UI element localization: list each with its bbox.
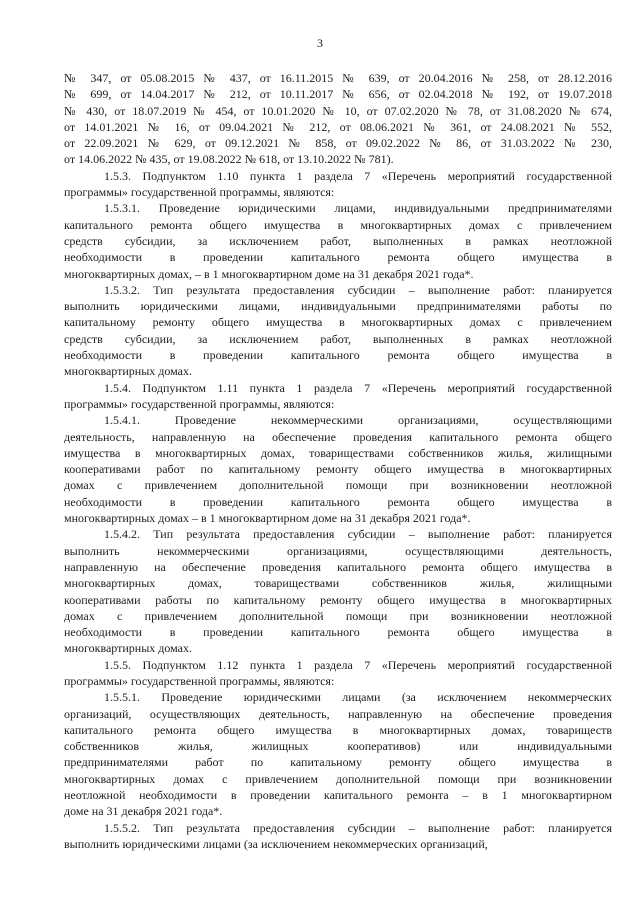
text-line: 1.5.4.2. Тип результата предоставления субсидии – выполнение работ: планируется [104,527,612,542]
text-line: многоквартирных домах, – в 1 многоквартирном доме на 31 декабря 2021 года*. [64,266,474,281]
text-line: многоквартирных домах – в 1 многоквартирном доме на 31 декабря 2021 года*. [64,511,471,526]
text-line: 1.5.3. Подпунктом 1.10 пункта 1 раздела 7 «Перечень мероприятий государственной [104,168,612,183]
text-line: многоквартирных домах с привлечением дополнительной помощи при возникновении [64,771,612,786]
text-line: необходимости в проведении капитального ремонта общего имущества в [64,625,612,640]
text-line: многоквартирных домах. [64,641,193,656]
text-line: выполнить юридическими лицами, индивидуальными предпринимателями работы по [64,299,612,314]
text-line: многоквартирных домах. [64,364,193,379]
text-line: многоквартирных домах, товариществами собственников жилья, жилищными [64,576,612,591]
text-line: капитального ремонта общего имущества в многоквартирных домах, товариществ [64,722,612,737]
paragraph [64,282,612,380]
text-line: 1.5.3.1. Проведение юридическими лицами, индивидуальными предпринимателями [104,201,612,216]
text-line: выполнить некоммерческими организациями, осуществляющими деятельность, [64,543,612,558]
paragraph [64,412,612,526]
text-line: средств субсидии, за исключением работ, выполненных в рамках неотложной [64,233,612,248]
paragraph [64,820,612,853]
text-line: 1.5.5. Подпунктом 1.12 пункта 1 раздела 7 «Перечень мероприятий государственной [104,657,612,672]
paragraph [64,380,612,413]
text-line: программы» государственной программы, являются: [64,185,335,200]
text-line: 1.5.5.1. Проведение юридическими лицами (за исключением некоммерческих [104,690,612,705]
text-line: деятельность, направленную на обеспечение проведения капитального ремонта общего [64,429,612,444]
text-line: кооперативами работ по капитальному ремонту общего имущества в многоквартирных [64,462,612,477]
text-line: капитального ремонта общего имущества в многоквартирных домах с привлечением [64,217,612,232]
page-number: 3 [317,36,323,50]
text-line: организаций, осуществляющих деятельность, направленную на обеспечение проведения [64,706,612,721]
text-line: необходимости в проведении капитального ремонта общего имущества в [64,494,612,509]
paragraph [64,526,612,656]
text-line: № 347, от 05.08.2015 № 437, от 16.11.2015 № 639, от 20.04.2016 № 258, от 28.12.2016 [64,71,612,85]
text-line: неотложной необходимости в проведении капитального ремонта – в 1 многоквартирном [64,788,612,803]
paragraph [64,70,612,168]
text-line: средств субсидии, за исключением работ, выполненных в рамках неотложной [64,331,612,346]
text-line: собственников жилья, жилищных кооперативов) или индивидуальными [64,739,612,754]
text-line: необходимости в проведении капитального ремонта общего имущества в [64,348,612,363]
paragraph [64,200,612,281]
text-line: от 14.01.2021 № 16, от 09.04.2021 № 212, от 08.06.2021 № 361, от 24.08.2021 № 552, [64,119,612,134]
text-line: 1.5.4.1. Проведение некоммерческими организациями, осуществляющими [104,413,612,428]
text-line: программы» государственной программы, являются: [64,396,335,411]
text-line: 1.5.3.2. Тип результата предоставления субсидии – выполнение работ: планируется [104,282,612,297]
text-line: № 430, от 18.07.2019 № 454, от 10.01.2020 № 10, от 07.02.2020 № 78, от 31.08.2020 № 674, [64,103,612,118]
text-line: направленную на обеспечение проведения капитального ремонта общего имущества в [64,559,612,574]
text-line: кооперативами работы по капитальному ремонту общего имущества в многоквартирных [64,592,612,607]
text-line: имущества в многоквартирных домах, товариществами собственников жилья, жилищными [64,445,612,460]
text-line: 1.5.4. Подпунктом 1.11 пункта 1 раздела 7 «Перечень мероприятий государственной [104,380,612,395]
text-line: предпринимателями работ по капитальному ремонту общего имущества в [64,755,612,770]
document-body [64,70,612,852]
text-line: № 699, от 14.04.2017 № 212, от 10.11.2017 № 656, от 02.04.2018 № 192, от 19.07.2018 [64,87,612,102]
text-line: выполнить юридическими лицами (за исключением некоммерческих организаций, [64,836,488,851]
paragraph [64,168,612,201]
text-line: от 14.06.2022 № 435, от 19.08.2022 № 618, от 13.10.2022 № 781). [64,152,394,167]
text-line: домах с привлечением дополнительной помощи при возникновении неотложной [64,478,612,493]
paragraph [64,689,612,819]
text-line: домах с привлечением дополнительной помощи при возникновении неотложной [64,608,612,623]
text-line: 1.5.5.2. Тип результата предоставления субсидии – выполнение работ: планируется [104,820,612,835]
text-line: капитальному ремонту общего имущества в многоквартирных домах с привлечением [64,315,612,330]
paragraph [64,657,612,690]
text-line: программы» государственной программы, являются: [64,673,335,688]
text-line: доме на 31 декабря 2021 года*. [64,804,223,819]
text-line: необходимости в проведении капитального ремонта общего имущества в [64,250,612,265]
text-line: от 22.09.2021 № 629, от 09.12.2021 № 858, от 09.02.2022 № 86, от 31.03.2022 № 230, [64,136,612,151]
